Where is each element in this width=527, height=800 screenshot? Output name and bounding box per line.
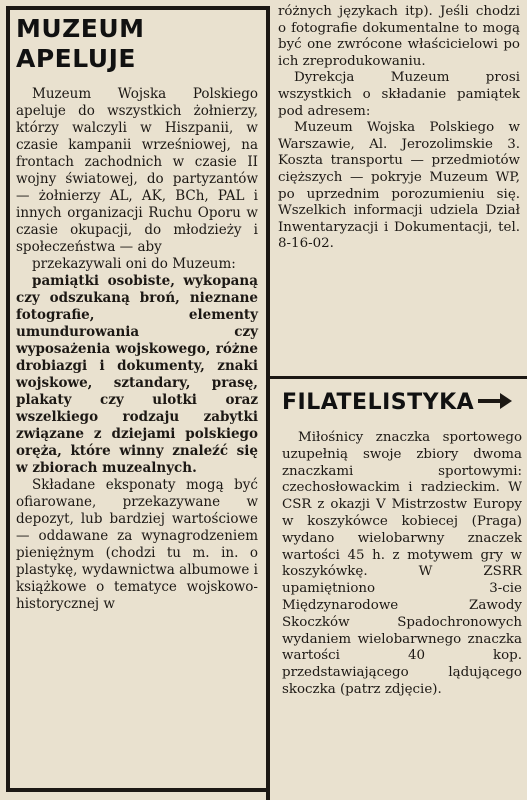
continuation-paragraph-1: różnych językach itp). Jeśli chodzi o fotografie dokumentalne to mogą być one zwrócone właścicielowi po ich zreprodukowaniu. xyxy=(278,4,520,69)
philately-paragraph: Miłośnicy znaczka sportowego uzupełnią swoje zbiory dwoma znaczkami sportowymi: czechosłowackim i radzieckim. W CSR z okazji V Mistrzostw Europy w koszykówce kobiecej (Praga) wydano wielobarwny znaczek wartości 45 h. z motywem gry w koszykówkę. W ZSRR upamiętniono 3-cie Międzynarodowe Zawody Skoczków Spadochronowych wydaniem wielobarwnego znaczka wartości 40 kop. przedstawiającego lądującego skoczka (patrz zdjęcie). xyxy=(282,430,522,697)
article-paragraph-2: przekazywali oni do Muzeum: xyxy=(32,256,236,272)
article-paragraph-1: Muzeum Wojska Polskiego apeluje do wszystkich żołnierzy, którzy walczyli w Hiszpanii, w czasie kampanii wrześniowej, na frontach zachodnich w czasie II wojny światowej, do partyzantów — żołnierzy AL, AK, BCh, PAL i innych organizacji Ruchu Oporu w czasie okupacji, do młodzieży i społeczeństwa — aby xyxy=(16,86,258,255)
article-paragraph-4: Składane eksponaty mogą być ofiarowane, przekazywane w depozyt, lub bardziej wartościowe — oddawane za wynagrodzeniem pieniężnym (chodzi tu m. in. o plastykę, wydawnictwa albumowe i książkowe o tematyce wojskowo-historycznej w xyxy=(16,477,258,612)
article-continuation xyxy=(278,4,520,253)
philately-section xyxy=(282,388,522,699)
continuation-paragraph-3: Muzeum Wojska Polskiego w Warszawie, Al. Jerozolimskie 3. Koszta transportu — przedmiotów cięższych — pokryje Muzeum WP, po uprzednim porozumieniu się. Wszelkich informacji udziela Dział Inwentaryzacji i Dokumentacji, tel. 8-16-02. xyxy=(278,120,520,252)
philately-header xyxy=(282,388,522,418)
left-article xyxy=(16,14,258,613)
vertical-rule xyxy=(266,376,270,800)
continuation-paragraph-2: Dyrekcja Muzeum prosi wszystkich o składanie pamiątek pod adresem: xyxy=(278,70,520,119)
article-title: MUZEUM APELUJE xyxy=(16,14,145,73)
arrow-right-icon xyxy=(478,393,512,413)
article-paragraph-3: pamiątki osobiste, wykopaną czy odszukaną broń, nieznane fotografie, elementy umundurowania czy wyposażenia wojskowego, różne drobiazgi i dokumenty, znaki wojskowe, sztandary, prasę, plakaty czy ulotki oraz wszelkiego rodzaju zabytki związane z dziejami polskiego oręża, które winny znaleźć się w zbiorach muzealnych. xyxy=(16,273,258,476)
philately-title: FILATELISTYKA xyxy=(282,390,475,415)
horizontal-rule xyxy=(266,376,527,379)
